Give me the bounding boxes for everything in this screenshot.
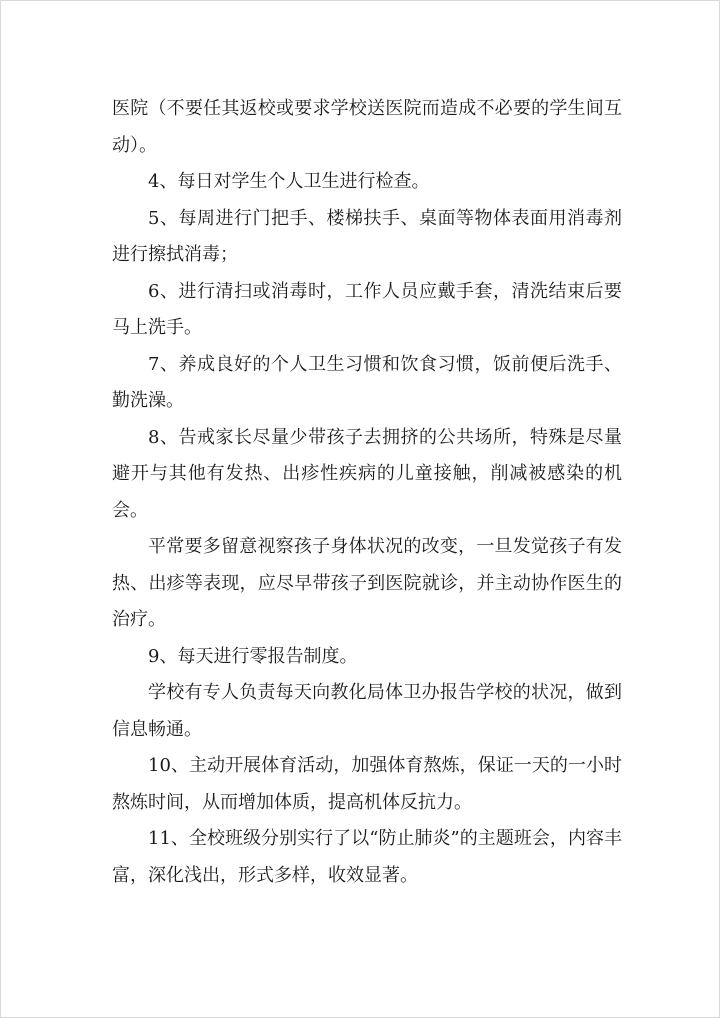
paragraph-reporting: 学校有专人负责每天向教化局体卫办报告学校的状况，做到信息畅通。 xyxy=(112,682,622,740)
paragraph-item-6: 6、进行清扫或消毒时，工作人员应戴手套，清洗结束后要马上洗手。 xyxy=(112,280,622,338)
paragraph-item-10: 10、主动开展体育活动，加强体育熬炼，保证一天的一小时熬炼时间，从而增加体质，提高机体反抗力。 xyxy=(112,755,622,813)
paragraph-item-8: 8、告戒家长尽量少带孩子去拥挤的公共场所，特殊是尽量避开与其他有发热、出疹性疾病的儿童接触，削减被感染的机会。 xyxy=(112,426,622,521)
paragraph-item-7: 7、养成良好的个人卫生习惯和饮食习惯，饭前便后洗手、勤洗澡。 xyxy=(112,353,622,411)
paragraph-parent-advice: 平常要多留意视察孩子身体状况的改变，一旦发觉孩子有发热、出疹等表现，应尽早带孩子到医院就诊，并主动协作医生的治疗。 xyxy=(112,536,622,630)
paragraph-item-5: 5、每周进行门把手、楼梯扶手、桌面等物体表面用消毒剂进行擦拭消毒； xyxy=(112,207,622,265)
paragraph-item-4: 4、每日对学生个人卫生进行检查。 xyxy=(148,171,430,192)
document-body xyxy=(112,91,622,894)
paragraph-item-11: 11、全校班级分别实行了以“防止肺炎”的主题班会，内容丰富，深化浅出，形式多样，收效显著。 xyxy=(112,828,622,886)
paragraph-item-9: 9、每天进行零报告制度。 xyxy=(148,645,358,667)
paragraph-continuation: 医院（不要任其返校或要求学校送医院而造成不必要的学生间互动）。 xyxy=(112,98,622,156)
